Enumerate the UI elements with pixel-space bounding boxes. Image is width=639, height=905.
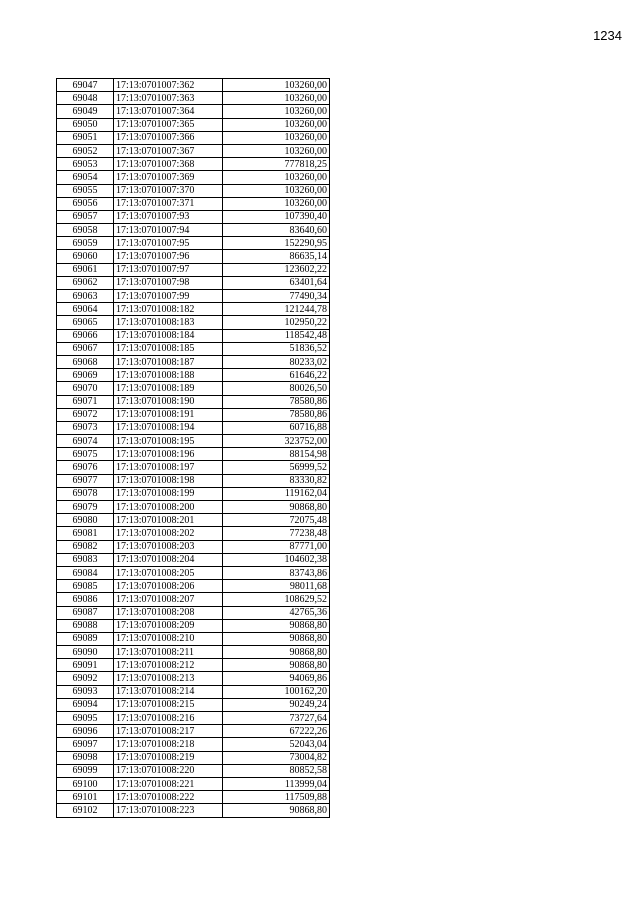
table-row <box>57 646 330 659</box>
row-number-cell: 69078 <box>57 487 114 500</box>
cadastral-number-cell: 17:13:0701008:207 <box>114 593 223 606</box>
table-row <box>57 421 330 434</box>
table-row <box>57 369 330 382</box>
table-row <box>57 606 330 619</box>
value-cell: 100162,20 <box>223 685 330 698</box>
row-number-cell: 69053 <box>57 158 114 171</box>
table-row <box>57 527 330 540</box>
table-row <box>57 395 330 408</box>
value-cell: 152290,95 <box>223 237 330 250</box>
row-number-cell: 69075 <box>57 448 114 461</box>
row-number-cell: 69057 <box>57 210 114 223</box>
value-cell: 73004,82 <box>223 751 330 764</box>
cadastral-number-cell: 17:13:0701007:98 <box>114 276 223 289</box>
cadastral-number-cell: 17:13:0701007:368 <box>114 158 223 171</box>
cadastral-number-cell: 17:13:0701008:221 <box>114 777 223 790</box>
value-cell: 103260,00 <box>223 118 330 131</box>
table-row <box>57 79 330 92</box>
value-cell: 80233,02 <box>223 355 330 368</box>
table-row <box>57 553 330 566</box>
value-cell: 121244,78 <box>223 303 330 316</box>
row-number-cell: 69087 <box>57 606 114 619</box>
cadastral-number-cell: 17:13:0701008:198 <box>114 474 223 487</box>
table-row <box>57 777 330 790</box>
cadastral-number-cell: 17:13:0701008:223 <box>114 804 223 817</box>
table-row <box>57 382 330 395</box>
cadastral-number-cell: 17:13:0701008:214 <box>114 685 223 698</box>
value-cell: 104602,38 <box>223 553 330 566</box>
row-number-cell: 69051 <box>57 131 114 144</box>
cadastral-number-cell: 17:13:0701007:93 <box>114 210 223 223</box>
value-cell: 80026,50 <box>223 382 330 395</box>
value-cell: 77490,34 <box>223 290 330 303</box>
value-cell: 56999,52 <box>223 461 330 474</box>
cadastral-number-cell: 17:13:0701008:199 <box>114 487 223 500</box>
value-cell: 78580,86 <box>223 395 330 408</box>
table-body <box>57 79 330 818</box>
value-cell: 119162,04 <box>223 487 330 500</box>
value-cell: 103260,00 <box>223 197 330 210</box>
cadastral-number-cell: 17:13:0701008:202 <box>114 527 223 540</box>
value-cell: 117509,88 <box>223 791 330 804</box>
value-cell: 777818,25 <box>223 158 330 171</box>
cadastral-number-cell: 17:13:0701007:362 <box>114 79 223 92</box>
row-number-cell: 69085 <box>57 580 114 593</box>
row-number-cell: 69055 <box>57 184 114 197</box>
cadastral-number-cell: 17:13:0701008:195 <box>114 435 223 448</box>
cadastral-number-cell: 17:13:0701008:217 <box>114 725 223 738</box>
page-number: 1234 <box>593 28 622 43</box>
row-number-cell: 69056 <box>57 197 114 210</box>
value-cell: 51836,52 <box>223 342 330 355</box>
value-cell: 67222,26 <box>223 725 330 738</box>
cadastral-number-cell: 17:13:0701008:183 <box>114 316 223 329</box>
row-number-cell: 69065 <box>57 316 114 329</box>
row-number-cell: 69074 <box>57 435 114 448</box>
table-row <box>57 514 330 527</box>
row-number-cell: 69097 <box>57 738 114 751</box>
cadastral-number-cell: 17:13:0701008:197 <box>114 461 223 474</box>
table-row <box>57 461 330 474</box>
value-cell: 90868,80 <box>223 659 330 672</box>
table-row <box>57 184 330 197</box>
row-number-cell: 69058 <box>57 224 114 237</box>
row-number-cell: 69093 <box>57 685 114 698</box>
row-number-cell: 69071 <box>57 395 114 408</box>
table-row <box>57 448 330 461</box>
table-row <box>57 751 330 764</box>
value-cell: 77238,48 <box>223 527 330 540</box>
cadastral-number-cell: 17:13:0701008:206 <box>114 580 223 593</box>
cadastral-number-cell: 17:13:0701007:366 <box>114 131 223 144</box>
cadastral-number-cell: 17:13:0701007:97 <box>114 263 223 276</box>
table-row <box>57 804 330 817</box>
row-number-cell: 69102 <box>57 804 114 817</box>
cadastral-number-cell: 17:13:0701008:208 <box>114 606 223 619</box>
table-row <box>57 237 330 250</box>
value-cell: 118542,48 <box>223 329 330 342</box>
table-row <box>57 355 330 368</box>
cadastral-number-cell: 17:13:0701007:94 <box>114 224 223 237</box>
value-cell: 83330,82 <box>223 474 330 487</box>
row-number-cell: 69070 <box>57 382 114 395</box>
row-number-cell: 69079 <box>57 501 114 514</box>
table-row <box>57 487 330 500</box>
table-row <box>57 725 330 738</box>
table-row <box>57 566 330 579</box>
value-cell: 94069,86 <box>223 672 330 685</box>
cadastral-number-cell: 17:13:0701008:187 <box>114 355 223 368</box>
row-number-cell: 69072 <box>57 408 114 421</box>
value-cell: 103260,00 <box>223 92 330 105</box>
table-row <box>57 632 330 645</box>
value-cell: 60716,88 <box>223 421 330 434</box>
value-cell: 78580,86 <box>223 408 330 421</box>
row-number-cell: 69076 <box>57 461 114 474</box>
table-row <box>57 738 330 751</box>
table-row <box>57 342 330 355</box>
cadastral-number-cell: 17:13:0701008:220 <box>114 764 223 777</box>
value-cell: 72075,48 <box>223 514 330 527</box>
table-row <box>57 290 330 303</box>
value-cell: 103260,00 <box>223 79 330 92</box>
table-row <box>57 791 330 804</box>
value-cell: 86635,14 <box>223 250 330 263</box>
table-row <box>57 250 330 263</box>
row-number-cell: 69098 <box>57 751 114 764</box>
value-cell: 63401,64 <box>223 276 330 289</box>
value-cell: 103260,00 <box>223 105 330 118</box>
row-number-cell: 69090 <box>57 646 114 659</box>
table-row <box>57 171 330 184</box>
row-number-cell: 69088 <box>57 619 114 632</box>
value-cell: 123602,22 <box>223 263 330 276</box>
cadastral-number-cell: 17:13:0701008:211 <box>114 646 223 659</box>
table-row <box>57 131 330 144</box>
row-number-cell: 69094 <box>57 698 114 711</box>
value-cell: 61646,22 <box>223 369 330 382</box>
value-cell: 113999,04 <box>223 777 330 790</box>
value-cell: 87771,00 <box>223 540 330 553</box>
row-number-cell: 69052 <box>57 144 114 157</box>
cadastral-number-cell: 17:13:0701008:190 <box>114 395 223 408</box>
row-number-cell: 69084 <box>57 566 114 579</box>
row-number-cell: 69069 <box>57 369 114 382</box>
row-number-cell: 69081 <box>57 527 114 540</box>
table-row <box>57 712 330 725</box>
table-row <box>57 276 330 289</box>
cadastral-number-cell: 17:13:0701008:188 <box>114 369 223 382</box>
row-number-cell: 69099 <box>57 764 114 777</box>
table-row <box>57 435 330 448</box>
value-cell: 103260,00 <box>223 144 330 157</box>
cadastral-number-cell: 17:13:0701008:203 <box>114 540 223 553</box>
row-number-cell: 69068 <box>57 355 114 368</box>
table-row <box>57 316 330 329</box>
cadastral-number-cell: 17:13:0701007:363 <box>114 92 223 105</box>
value-cell: 103260,00 <box>223 171 330 184</box>
cadastral-number-cell: 17:13:0701007:367 <box>114 144 223 157</box>
table-row <box>57 105 330 118</box>
row-number-cell: 69096 <box>57 725 114 738</box>
value-cell: 103260,00 <box>223 131 330 144</box>
row-number-cell: 69054 <box>57 171 114 184</box>
row-number-cell: 69059 <box>57 237 114 250</box>
cadastral-number-cell: 17:13:0701007:369 <box>114 171 223 184</box>
table-row <box>57 593 330 606</box>
cadastral-number-cell: 17:13:0701007:99 <box>114 290 223 303</box>
table-row <box>57 764 330 777</box>
value-cell: 42765,36 <box>223 606 330 619</box>
cadastral-number-cell: 17:13:0701008:216 <box>114 712 223 725</box>
table-row <box>57 329 330 342</box>
table-row <box>57 158 330 171</box>
row-number-cell: 69048 <box>57 92 114 105</box>
row-number-cell: 69077 <box>57 474 114 487</box>
value-cell: 80852,58 <box>223 764 330 777</box>
row-number-cell: 69050 <box>57 118 114 131</box>
row-number-cell: 69080 <box>57 514 114 527</box>
value-cell: 90249,24 <box>223 698 330 711</box>
cadastral-number-cell: 17:13:0701008:205 <box>114 566 223 579</box>
cadastral-number-cell: 17:13:0701008:212 <box>114 659 223 672</box>
row-number-cell: 69062 <box>57 276 114 289</box>
cadastral-number-cell: 17:13:0701007:96 <box>114 250 223 263</box>
cadastral-number-cell: 17:13:0701008:219 <box>114 751 223 764</box>
value-cell: 323752,00 <box>223 435 330 448</box>
cadastral-number-cell: 17:13:0701008:194 <box>114 421 223 434</box>
table-row <box>57 224 330 237</box>
cadastral-number-cell: 17:13:0701008:184 <box>114 329 223 342</box>
value-cell: 83640,60 <box>223 224 330 237</box>
table-row <box>57 303 330 316</box>
table-row <box>57 197 330 210</box>
value-cell: 73727,64 <box>223 712 330 725</box>
row-number-cell: 69073 <box>57 421 114 434</box>
table-row <box>57 685 330 698</box>
cadastral-number-cell: 17:13:0701007:370 <box>114 184 223 197</box>
table-row <box>57 144 330 157</box>
row-number-cell: 69095 <box>57 712 114 725</box>
value-cell: 90868,80 <box>223 804 330 817</box>
cadastral-number-cell: 17:13:0701008:210 <box>114 632 223 645</box>
table-row <box>57 210 330 223</box>
cadastral-number-cell: 17:13:0701008:218 <box>114 738 223 751</box>
cadastral-number-cell: 17:13:0701007:95 <box>114 237 223 250</box>
value-cell: 83743,86 <box>223 566 330 579</box>
table-row <box>57 540 330 553</box>
cadastral-value-table <box>56 78 330 818</box>
row-number-cell: 69061 <box>57 263 114 276</box>
row-number-cell: 69066 <box>57 329 114 342</box>
cadastral-number-cell: 17:13:0701008:196 <box>114 448 223 461</box>
cadastral-number-cell: 17:13:0701007:364 <box>114 105 223 118</box>
value-cell: 90868,80 <box>223 501 330 514</box>
cadastral-number-cell: 17:13:0701008:185 <box>114 342 223 355</box>
table-row <box>57 92 330 105</box>
value-cell: 107390,40 <box>223 210 330 223</box>
row-number-cell: 69049 <box>57 105 114 118</box>
row-number-cell: 69086 <box>57 593 114 606</box>
table-row <box>57 659 330 672</box>
row-number-cell: 69091 <box>57 659 114 672</box>
value-cell: 102950,22 <box>223 316 330 329</box>
table-row <box>57 118 330 131</box>
cadastral-number-cell: 17:13:0701008:213 <box>114 672 223 685</box>
row-number-cell: 69060 <box>57 250 114 263</box>
value-cell: 90868,80 <box>223 632 330 645</box>
table-row <box>57 672 330 685</box>
cadastral-number-cell: 17:13:0701008:200 <box>114 501 223 514</box>
value-cell: 98011,68 <box>223 580 330 593</box>
value-cell: 90868,80 <box>223 646 330 659</box>
cadastral-number-cell: 17:13:0701007:371 <box>114 197 223 210</box>
row-number-cell: 69063 <box>57 290 114 303</box>
row-number-cell: 69082 <box>57 540 114 553</box>
row-number-cell: 69089 <box>57 632 114 645</box>
row-number-cell: 69047 <box>57 79 114 92</box>
table-row <box>57 501 330 514</box>
value-cell: 108629,52 <box>223 593 330 606</box>
table-row <box>57 698 330 711</box>
row-number-cell: 69101 <box>57 791 114 804</box>
value-cell: 52043,04 <box>223 738 330 751</box>
cadastral-number-cell: 17:13:0701008:182 <box>114 303 223 316</box>
row-number-cell: 69067 <box>57 342 114 355</box>
row-number-cell: 69092 <box>57 672 114 685</box>
table-row <box>57 263 330 276</box>
cadastral-number-cell: 17:13:0701008:189 <box>114 382 223 395</box>
table-row <box>57 619 330 632</box>
row-number-cell: 69100 <box>57 777 114 790</box>
cadastral-number-cell: 17:13:0701008:209 <box>114 619 223 632</box>
cadastral-number-cell: 17:13:0701008:204 <box>114 553 223 566</box>
table-row <box>57 474 330 487</box>
row-number-cell: 69064 <box>57 303 114 316</box>
cadastral-number-cell: 17:13:0701008:222 <box>114 791 223 804</box>
table-row <box>57 580 330 593</box>
cadastral-number-cell: 17:13:0701007:365 <box>114 118 223 131</box>
value-cell: 103260,00 <box>223 184 330 197</box>
cadastral-number-cell: 17:13:0701008:191 <box>114 408 223 421</box>
cadastral-number-cell: 17:13:0701008:201 <box>114 514 223 527</box>
value-cell: 88154,98 <box>223 448 330 461</box>
value-cell: 90868,80 <box>223 619 330 632</box>
table-row <box>57 408 330 421</box>
row-number-cell: 69083 <box>57 553 114 566</box>
cadastral-number-cell: 17:13:0701008:215 <box>114 698 223 711</box>
